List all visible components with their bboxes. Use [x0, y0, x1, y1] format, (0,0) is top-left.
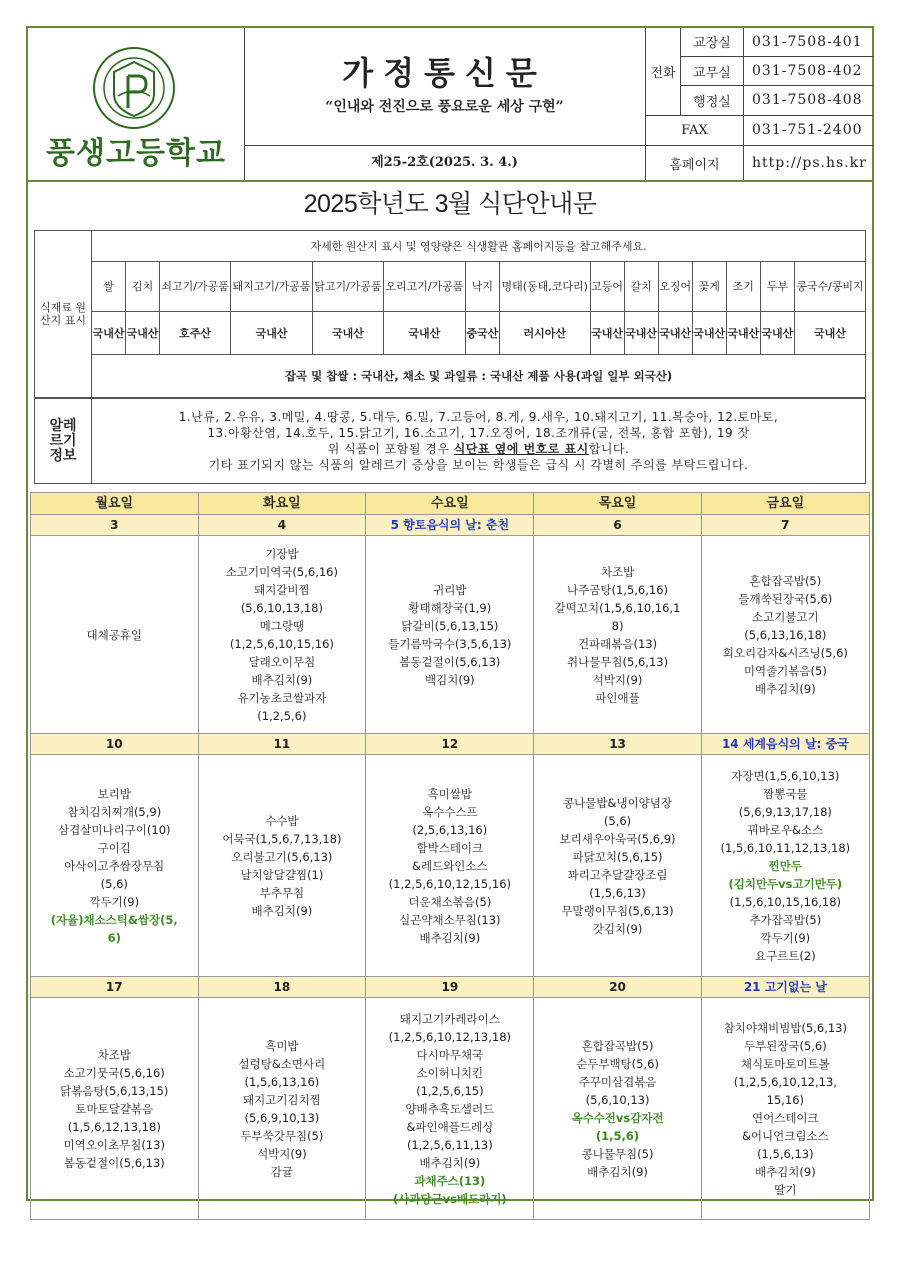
menu-item: 차조밥	[97, 1047, 131, 1062]
menu-item: 꽈리고추달걀장조림	[567, 867, 668, 882]
menu-item: 갈떡꼬치(1,5,6,10,16,1	[554, 600, 681, 615]
menu-item: 삼겹살미나리구이(10)	[58, 822, 171, 837]
origin-country: 국내산	[383, 312, 465, 355]
menu-item: (1,5,6)	[595, 1128, 640, 1143]
menu-cell	[31, 755, 199, 977]
date-cell: 11	[198, 734, 366, 755]
allergy-line: 13.아황산염, 14.호두, 15.닭고기, 16.소고기, 17.오징어, 18.조개류(굴, 전복, 홍합 포함), 19 잣	[207, 426, 750, 440]
menu-item: 나주곰탕(1,5,6,16)	[567, 582, 669, 597]
day-header: 월요일	[31, 493, 199, 515]
origin-food: 오징어	[658, 262, 692, 312]
menu-item: 요구르트(2)	[754, 948, 816, 963]
origin-country: 호주산	[160, 312, 231, 355]
menu-cell	[198, 998, 366, 1220]
menu-item: 파닭꼬치(5,6,15)	[572, 849, 663, 864]
menu-item: (1,5,6,13)	[589, 885, 646, 900]
menu-item: 꿔바로우&소스	[747, 822, 824, 837]
menu-item: 배추김치(9)	[251, 903, 313, 918]
menu-item: 건파래볶음(13)	[577, 636, 658, 651]
menu-item: 혼합잡곡밥(5)	[581, 1038, 654, 1053]
menu-item: 다시마무채국	[416, 1047, 484, 1062]
menu-item: 석박지(9)	[592, 672, 643, 687]
menu-item: &어니언크림소스	[741, 1128, 829, 1143]
menu-item: 메그랑땡	[259, 618, 305, 633]
allergy-line	[92, 441, 865, 457]
menu-item: 석박지(9)	[257, 1146, 307, 1161]
date-cell: 6	[534, 515, 701, 536]
menu-item: 배추김치(9)	[587, 1164, 648, 1179]
menu-item: &레드와인소스	[412, 858, 488, 873]
menu-item: 회오리감자&시즈닝(5,6)	[722, 645, 848, 660]
menu-cell	[198, 536, 366, 734]
newsletter-header	[28, 28, 872, 182]
menu-item: (사과당근vs배도라지)	[392, 1191, 507, 1206]
menu-item: 깍두기(9)	[760, 930, 811, 945]
menu-item: 깍두기(9)	[89, 894, 140, 909]
menu-item: 참치야채비빔밥(5,6,13)	[723, 1020, 847, 1035]
origin-food: 오리고기/가공품	[383, 262, 465, 312]
menu-item: 두부된장국(5,6)	[743, 1038, 827, 1053]
menu-cell	[701, 755, 869, 977]
menu-cell	[534, 536, 701, 734]
contact-label: 교장실	[681, 28, 744, 56]
homepage-link[interactable]: http://ps.hs.kr	[744, 146, 874, 181]
date-cell: 14 세계음식의 날: 중국	[701, 734, 869, 755]
origin-food: 쇠고기/가공품	[160, 262, 231, 312]
menu-item: 봄동겉절이(5,6,13)	[399, 654, 501, 669]
school-name: 풍생고등학교	[46, 136, 226, 171]
menu-item: 배추김치(9)	[754, 681, 816, 696]
origin-country: 국내산	[231, 312, 313, 355]
date-cell: 12	[366, 734, 534, 755]
contact-table	[645, 28, 873, 180]
menu-item: 무말랭이무침(5,6,13)	[561, 903, 674, 918]
origin-country: 국내산	[726, 312, 760, 355]
date-cell: 17	[31, 977, 199, 998]
menu-item: 소고기뭇국(5,6,16)	[63, 1065, 165, 1080]
origin-food: 김치	[126, 262, 160, 312]
menu-item: (1,2,5,6,10,12,15,16)	[388, 876, 512, 891]
contact-number: 031-7508-401	[744, 28, 874, 56]
contact-number: 031-7508-402	[744, 56, 874, 85]
menu-item: 8)	[611, 618, 624, 633]
menu-cell	[701, 536, 869, 734]
date-cell: 5 향토음식의 날: 춘천	[366, 515, 534, 536]
menu-item: (1,2,5,6,10,15,16)	[229, 636, 334, 651]
origin-footer: 잡곡 및 찹쌀 : 국내산, 채소 및 과일류 : 국내산 제품 사용(과일 일부 외국산)	[92, 355, 866, 398]
fax-number: 031-751-2400	[744, 115, 874, 145]
school-logo-area	[28, 28, 245, 180]
menu-item: 백김치(9)	[425, 672, 475, 687]
menu-item: (1,2,5,6,10,12,13,	[733, 1074, 837, 1089]
menu-item: 차조밥	[600, 564, 635, 579]
menu-item: 닭갈비(5,6,13,15)	[401, 618, 499, 633]
allergy-line: 기타 표기되지 않는 식품의 알레르기 증상을 보이는 학생들은 급식 시 각별히 주의를 부탁드립니다.	[208, 458, 749, 472]
origin-table	[34, 230, 866, 398]
menu-item: (5,6)	[603, 813, 632, 828]
menu-item: 토마토달걀볶음	[75, 1101, 154, 1116]
menu-item: 감귤	[270, 1164, 293, 1179]
allergy-line-part: 위 식품이 포함될 경우	[327, 442, 454, 456]
menu-item: (자율)채소스틱&쌈장(5,	[50, 912, 178, 927]
menu-item: 콩나물무침(5)	[581, 1146, 654, 1161]
menu-item: 보리밥	[97, 786, 131, 801]
menu-item: 옥수수스프	[422, 804, 478, 819]
menu-item: 15,16)	[766, 1092, 805, 1107]
menu-item: 소고기미역국(5,6,16)	[225, 564, 338, 579]
menu-item: (1,2,5,6)	[257, 708, 307, 723]
menu-cell	[534, 998, 701, 1220]
menu-item: 배추김치(9)	[419, 1155, 481, 1170]
menu-item: 흑미밥	[265, 1038, 299, 1053]
menu-cell	[31, 998, 199, 1220]
menu-cell	[366, 998, 534, 1220]
menu-item: 기장밥	[265, 546, 299, 561]
newsletter-title: 가정통신문	[342, 54, 547, 92]
menu-cell	[534, 755, 701, 977]
menu-item: 순두부백탕(5,6)	[576, 1056, 659, 1071]
origin-country: 국내산	[624, 312, 658, 355]
date-cell: 7	[701, 515, 869, 536]
menu-item: (2,5,6,13,16)	[412, 822, 488, 837]
allergy-text	[92, 399, 866, 484]
menu-item: 더운채소볶음(5)	[408, 894, 492, 909]
menu-item: (5,6,9,10,13)	[244, 1110, 320, 1125]
menu-item: (1,5,6,12,13,18)	[67, 1119, 161, 1134]
allergy-line-part: 합니다.	[588, 442, 630, 456]
fax-label: FAX	[646, 115, 744, 145]
menu-item: 달래오이무침	[248, 654, 316, 669]
menu-item: 흑미쌀밥	[427, 786, 473, 801]
menu-item: 보리새우아욱국(5,6,9)	[559, 831, 676, 846]
menu-item: 양배추흑도샐러드	[405, 1101, 495, 1116]
menu-item: 주꾸미삼겹볶음	[578, 1074, 657, 1089]
menu-item: 콩나물밥&냉이양념장	[563, 795, 673, 810]
day-header: 목요일	[534, 493, 701, 515]
menu-item: (1,2,5,6,11,13)	[406, 1137, 493, 1152]
school-seal-icon	[92, 46, 176, 130]
origin-food: 두부	[760, 262, 794, 312]
date-cell: 13	[534, 734, 701, 755]
menu-item: 배추김치(9)	[754, 1164, 816, 1179]
menu-item: 어묵국(1,5,6,7,13,18)	[222, 831, 342, 846]
date-cell: 10	[31, 734, 199, 755]
menu-item: 돼지고기카레라이스	[399, 1011, 500, 1026]
menu-item: (5,6,9,13,17,18)	[738, 804, 832, 819]
date-cell: 18	[198, 977, 366, 998]
meal-plan-title: 2025학년도 3월 식단안내문	[303, 190, 597, 218]
origin-label: 식재료 원산지 표시	[35, 231, 92, 398]
homepage-label: 홈페이지	[646, 146, 744, 181]
origin-country: 중국산	[465, 312, 499, 355]
origin-food: 콩국수/콩비지	[794, 262, 865, 312]
date-cell: 20	[534, 977, 701, 998]
origin-country: 국내산	[126, 312, 160, 355]
contact-label: 행정실	[681, 86, 744, 115]
origin-country: 국내산	[312, 312, 383, 355]
menu-item: (1,5,6,10,15,16,18)	[729, 894, 842, 909]
menu-item: 연어스테이크	[752, 1110, 819, 1125]
date-cell: 3	[31, 515, 199, 536]
menu-cell	[31, 536, 199, 734]
menu-item: 배추김치(9)	[419, 930, 481, 945]
allergy-emphasis: 식단표 옆에 번호로 표시	[453, 442, 589, 456]
origin-country: 국내산	[658, 312, 692, 355]
origin-food: 고등어	[590, 262, 624, 312]
origin-food: 닭고기/가공품	[312, 262, 383, 312]
menu-item: 대체공휴일	[86, 627, 143, 642]
menu-item: 들기름막국수(3,5,6,13)	[388, 636, 512, 651]
date-cell: 21 고기없는 날	[701, 977, 869, 998]
origin-country: 러시아산	[499, 312, 590, 355]
menu-item: 짬뽕국물	[763, 786, 808, 801]
origin-country: 국내산	[692, 312, 726, 355]
origin-food: 낙지	[465, 262, 499, 312]
menu-item: 함박스테이크	[416, 840, 484, 855]
origin-food: 돼지고기/가공품	[231, 262, 313, 312]
allergy-line: 1.난류, 2.우유, 3.메밀, 4.땅콩, 5.대두, 6.밀, 7.고등어, 8.게, 9.새우, 10.돼지고기, 11.복숭아, 12.토마토,	[178, 410, 779, 424]
menu-cell	[701, 998, 869, 1220]
menu-item: 돼지갈비찜	[254, 582, 310, 597]
allergy-label	[35, 399, 92, 484]
day-header: 금요일	[701, 493, 869, 515]
menu-item: 갓김치(9)	[592, 921, 643, 936]
origin-country: 국내산	[760, 312, 794, 355]
menu-item: &파인애플드레싱	[406, 1119, 494, 1134]
title-area	[244, 28, 645, 180]
contact-number: 031-7508-408	[744, 86, 874, 115]
menu-item: (5,6)	[100, 876, 128, 891]
menu-item: 봄동겉절이(5,6,13)	[63, 1155, 165, 1170]
origin-food: 갈치	[624, 262, 658, 312]
menu-item: 6)	[107, 930, 121, 945]
origin-country: 국내산	[92, 312, 126, 355]
menu-item: 찐만두	[768, 858, 802, 873]
menu-item: 과채주스(13)	[414, 1173, 486, 1188]
date-cell: 4	[198, 515, 366, 536]
menu-item: 닭볶음탕(5,6,13,15)	[60, 1083, 169, 1098]
menu-item: 옥수수전vs감자전	[571, 1110, 664, 1125]
issue-number: 제25-2호(2025. 3. 4.)	[244, 145, 645, 181]
school-motto: “인내와 전진으로 풍요로운 세상 구현”	[325, 99, 564, 115]
menu-item: 유기농초코쌀과자	[237, 690, 327, 705]
menu-cell	[366, 755, 534, 977]
menu-item: 날치알달걀찜(1)	[240, 867, 324, 882]
menu-cell	[198, 755, 366, 977]
newsletter-frame	[26, 26, 874, 1206]
menu-item: 들깨쑥된장국(5,6)	[738, 591, 833, 606]
allergy-info	[34, 398, 866, 484]
menu-item: (5,6,13,16,18)	[744, 627, 827, 642]
contact-label: 교무실	[681, 56, 744, 85]
menu-cell	[366, 536, 534, 734]
menu-item: 돼지고기김치찜	[243, 1092, 321, 1107]
menu-item: (1,2,5,6,15)	[416, 1083, 484, 1098]
menu-item: 추가잡곡밥(5)	[749, 912, 822, 927]
menu-item: 취나물무침(5,6,13)	[566, 654, 669, 669]
menu-item: (1,5,6,13)	[757, 1146, 814, 1161]
menu-item: (1,5,6,13,16)	[244, 1074, 320, 1089]
origin-country: 국내산	[590, 312, 624, 355]
day-header: 수요일	[366, 493, 534, 515]
allergy-label-text: 알레르기정보	[49, 417, 77, 464]
origin-country: 국내산	[794, 312, 865, 355]
menu-item: 미역줄기볶음(5)	[743, 663, 827, 678]
menu-item: 두부쑥갓무침(5)	[240, 1128, 324, 1143]
origin-note: 자세한 원산지 표시 및 영양량은 식생활관 홈페이지등을 참고해주세요.	[92, 231, 866, 262]
menu-item: 아삭이고추쌈장무침	[64, 858, 165, 873]
menu-item: 귀리밥	[433, 582, 467, 597]
menu-item: 배추김치(9)	[251, 672, 313, 687]
menu-item: (5,6,10,13)	[585, 1092, 650, 1107]
menu-item: (1,5,6,10,11,12,13,18)	[720, 840, 851, 855]
menu-item: 황태해장국(1,9)	[408, 600, 492, 615]
origin-food: 꽃게	[692, 262, 726, 312]
origin-food: 쌀	[92, 262, 126, 312]
weekly-menu	[30, 492, 870, 1206]
menu-item: 수수밥	[265, 813, 299, 828]
menu-item: (김치만두vs고기만두)	[728, 876, 843, 891]
origin-food: 명태(동태,코다리)	[499, 262, 590, 312]
phone-label: 전화	[646, 28, 681, 115]
menu-item: 미역오이초무침(13)	[63, 1137, 165, 1152]
menu-item: 혼합잡곡밥(5)	[749, 573, 822, 588]
menu-item: 소고기불고기	[752, 609, 819, 624]
menu-item: 파인애플	[595, 690, 640, 705]
day-header: 화요일	[198, 493, 366, 515]
menu-item: 실곤약채소무침(13)	[399, 912, 501, 927]
date-cell: 19	[366, 977, 534, 998]
menu-item: 딸기	[774, 1182, 797, 1197]
menu-item: 구이김	[97, 840, 131, 855]
menu-item: (1,2,5,6,10,12,13,18)	[388, 1029, 512, 1044]
menu-item: 오리불고기(5,6,13)	[231, 849, 333, 864]
menu-item: 채식토마토미트볼	[740, 1056, 830, 1071]
menu-item: 부추무침	[259, 885, 305, 900]
origin-food: 조기	[726, 262, 760, 312]
menu-item: 소이허니치킨	[416, 1065, 484, 1080]
menu-item: (5,6,10,13,18)	[240, 600, 323, 615]
menu-item: 자장면(1,5,6,10,13)	[731, 768, 840, 783]
menu-item: 설렁탕&소면사리	[238, 1056, 326, 1071]
menu-item: 참치김치찌개(5,9)	[67, 804, 162, 819]
